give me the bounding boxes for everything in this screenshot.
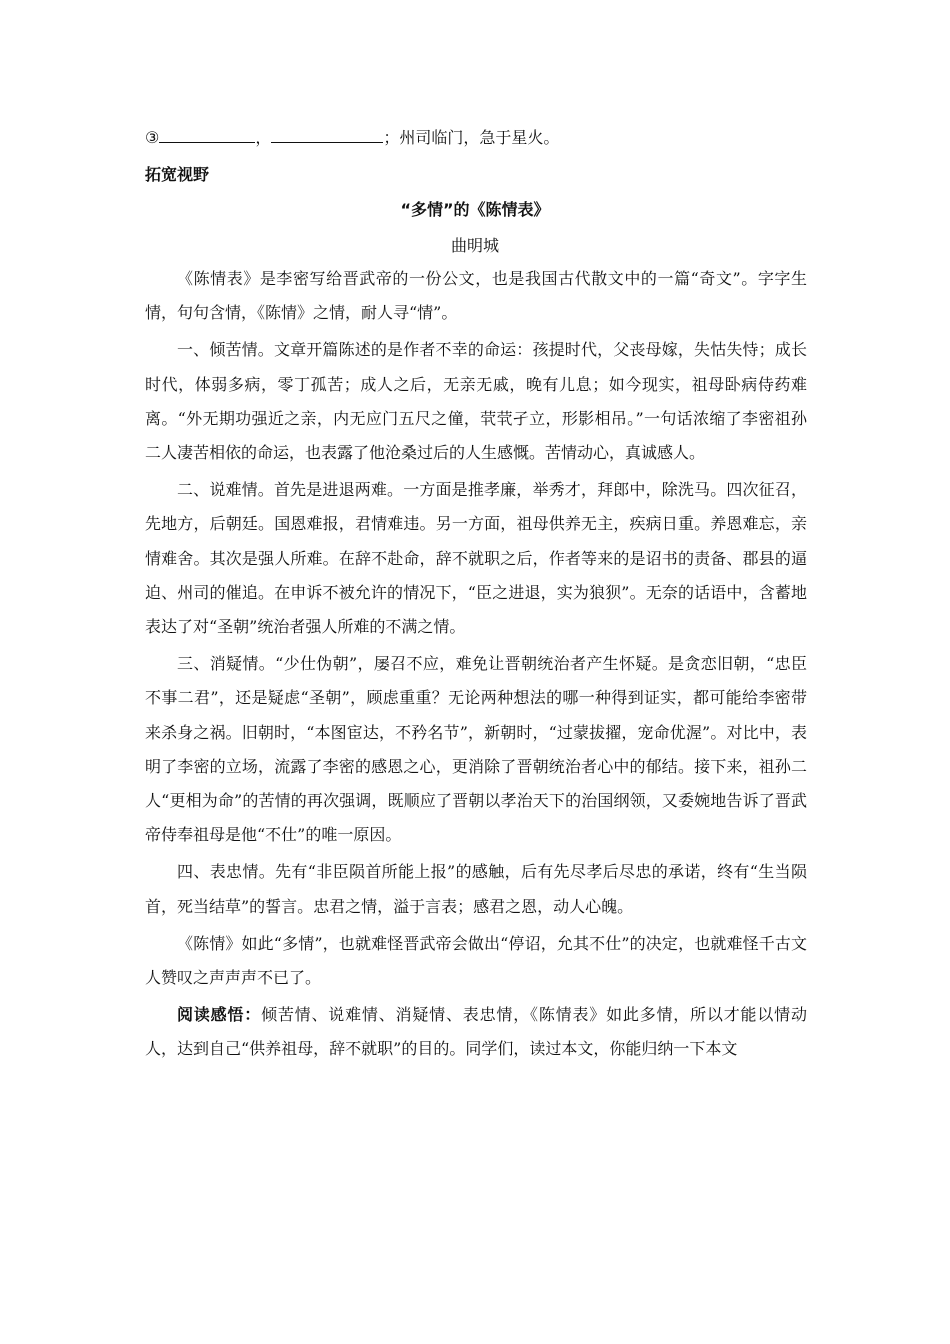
question-marker: ③ [145,128,160,147]
reading-reflection-label: 阅读感悟： [177,1005,262,1025]
reading-reflection-text: 倾苦情、说难情、消疑情、表忠情，《陈情表》如此多情，所以才能以情动人，达到自己“供养祖母，辞不就职”的目的。同学们，读过本文，你能归纳一下本文 [145,1005,807,1059]
answer-blank-1[interactable] [159,128,255,143]
article-title: “多情”的《陈情表》 [400,200,550,219]
paragraph-bitter-feelings: 一、倾苦情。文章开篇陈述的是作者不幸的命运：孩提时代，父丧母嫁，失怙失恃；成长时代，体弱多病，零丁孤苦；成人之后，无亲无戚，晚有儿息；如今现实，祖母卧病侍药难离。“外无期功强近之亲，内无应门五尺之僮，茕茕孑立，形影相吊。”一句话浓缩了李密祖孙二人凄苦相依的命运，也表露了他沧桑过后的人生感慨。苦情动心，真诚感人。 [145,340,807,463]
article-author: 曲明城 [450,236,499,255]
paragraph-dispel-doubts: 三、消疑情。“少仕伪朝”，屡召不应，难免让晋朝统治者产生怀疑。是贪恋旧朝，“忠臣不事二君”，还是疑虑“圣朝”，顾虑重重？无论两种想法的哪一种得到证实，都可能给李密带来杀身之祸。旧朝时，“本图宦达，不矜名节”，新朝时，“过蒙拔擢，宠命优渥”。对比中，表明了李密的立场，流露了李密的感恩之心，更消除了晋朝统治者心中的郁结。接下来，祖孙二人“更相为命”的苦情的再次强调，既顺应了晋朝以孝治天下的治国纲领，又委婉地告诉了晋武帝侍奉祖母是他“不仕”的唯一原因。 [145,654,807,845]
fill-blank-question [145,128,807,148]
blank-separator: ， [255,128,272,147]
paragraph-intro: 《陈情表》是李密写给晋武帝的一份公文，也是我国古代散文中的一篇“奇文”。字字生情，句句含情，《陈情》之情，耐人寻“情”。 [145,269,807,323]
paragraph-loyalty: 四、表忠情。先有“非臣陨首所能上报”的感触，后有先尽孝后尽忠的承诺，终有“生当陨首，死当结草”的誓言。忠君之情，溢于言表；感君之恩，动人心魄。 [145,862,807,916]
question-tail-text: ；州司临门，急于星火。 [383,128,560,147]
paragraph-difficult-feelings: 二、说难情。首先是进退两难。一方面是推孝廉，举秀才，拜郎中，除洗马。四次征召，先地方，后朝廷。国恩难报，君情难违。另一方面，祖母供养无主，疾病日重。养恩难忘，亲情难舍。其次是强人所难。在辞不赴命，辞不就职之后，作者等来的是诏书的责备、郡县的逼迫、州司的催追。在申诉不被允许的情况下，“臣之进退，实为狼狈”。无奈的话语中，含蓄地表达了对“圣朝”统治者强人所难的不满之情。 [145,480,807,637]
article-body [145,262,807,1067]
section-heading: 拓宽视野 [145,165,210,184]
answer-blank-2[interactable] [271,128,383,143]
reading-reflection [145,998,807,1066]
paragraph-conclusion: 《陈情》如此“多情”，也就难怪晋武帝会做出“停诏，允其不仕”的决定，也就难怪千古文人赞叹之声声声不已了。 [145,933,807,988]
